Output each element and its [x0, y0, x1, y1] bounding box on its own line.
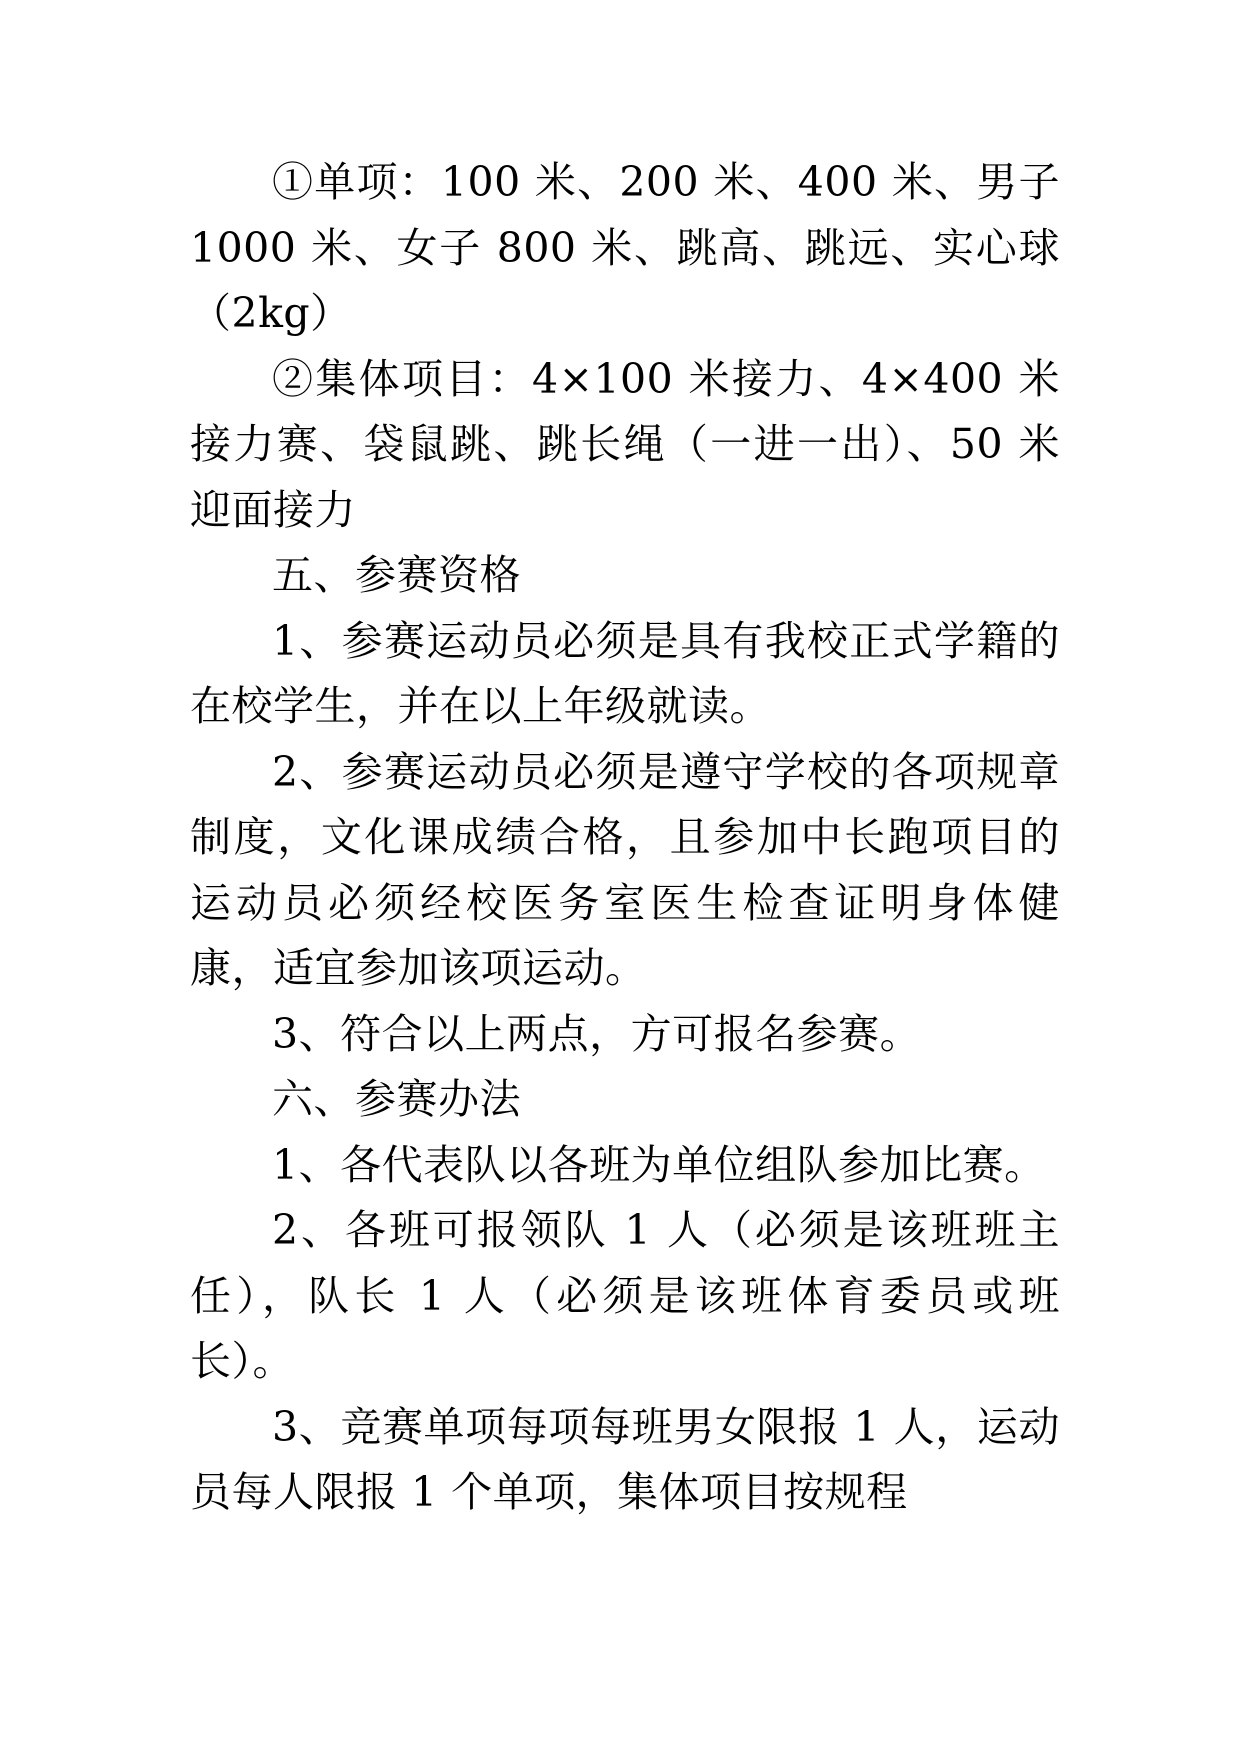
section-heading-eligibility: 五、参赛资格 [272, 551, 521, 599]
paragraph-participation-1: 1、各代表队以各班为单位组队参加比赛。 [272, 1140, 1046, 1189]
document-body [190, 150, 1060, 1526]
section-heading-participation: 六、参赛办法 [272, 1075, 521, 1123]
paragraph-eligibility-1: 1、参赛运动员必须是具有我校正式学籍的在校学生，并在以上年级就读。 [190, 616, 1060, 730]
paragraph-participation-2: 2、各班可报领队 1 人（必须是该班班主任），队长 1 人（必须是该班体育委员或班长）。 [190, 1206, 1060, 1385]
paragraph-participation-3: 3、竞赛单项每项每班男女限报 1 人，运动员每人限报 1 个单项，集体项目按规程 [190, 1402, 1060, 1516]
paragraph-team-events: ②集体项目：4×100 米接力、4×400 米接力赛、袋鼠跳、跳长绳（一进一出）、50 米迎面接力 [190, 354, 1060, 534]
paragraph-single-events: ①单项：100 米、200 米、400 米、男子 1000 米、女子 800 米、跳高、跳远、实心球（2kg） [190, 158, 1060, 337]
paragraph-eligibility-2: 2、参赛运动员必须是遵守学校的各项规章制度，文化课成绩合格，且参加中长跑项目的运动员必须经校医务室医生检查证明身体健康，适宜参加该项运动。 [190, 747, 1060, 992]
paragraph-eligibility-3: 3、符合以上两点，方可报名参赛。 [272, 1009, 922, 1058]
